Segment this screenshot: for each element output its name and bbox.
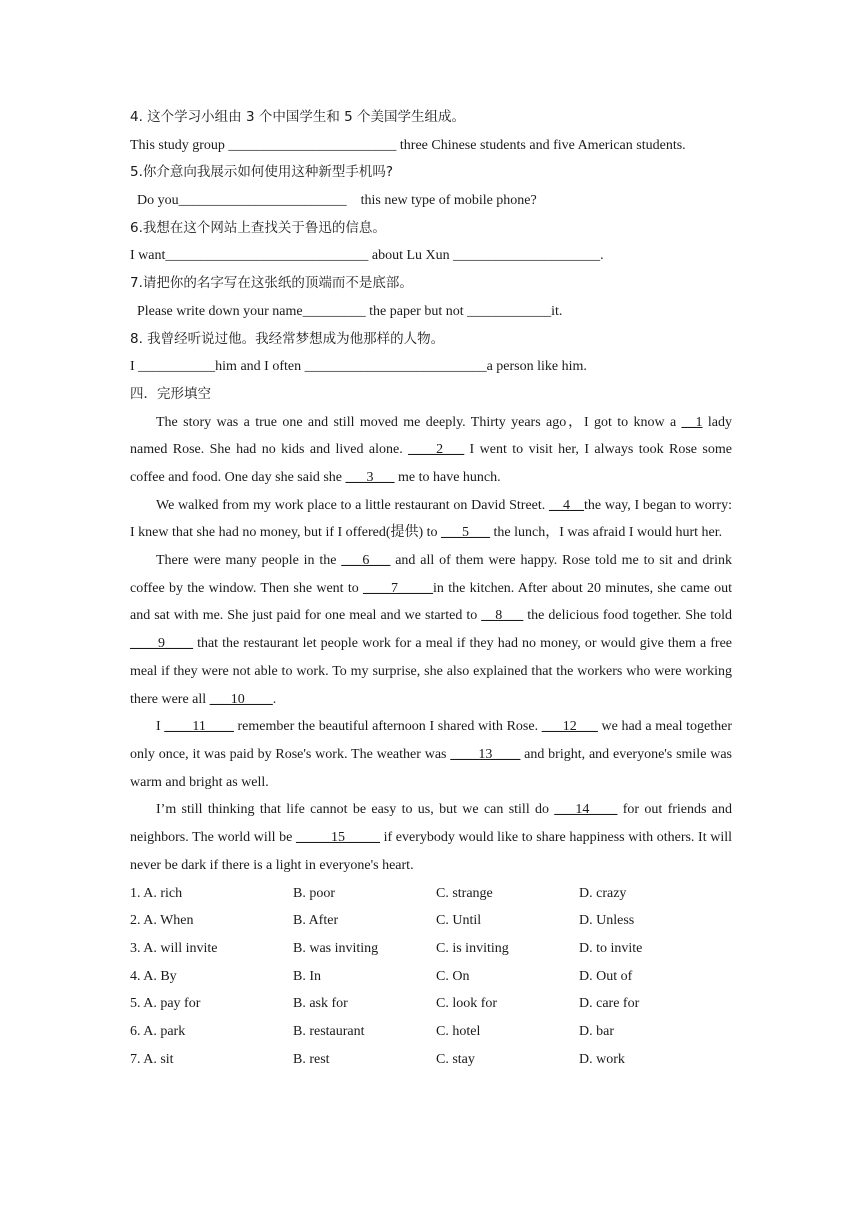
blank-8: __8___ (481, 608, 524, 624)
question-4-chinese: 4. 这个学习小组由 3 个中国学生和 5 个美国学生组成。 (130, 109, 466, 125)
option-d: D. Unless (579, 913, 635, 929)
option-c: C. stay (436, 1051, 475, 1067)
option-row-4 (130, 963, 732, 991)
option-c: C. is inviting (436, 940, 509, 956)
option-b: B. ask for (293, 996, 348, 1012)
passage-text: lady named Rose. She had no kids and lived alone. (130, 414, 732, 458)
option-b: B. was inviting (293, 940, 379, 956)
option-row-7 (130, 1046, 732, 1074)
passage-text: for out friends and neighbors. The world will be (130, 802, 732, 846)
option-b: B. In (293, 968, 321, 984)
worksheet-page (130, 104, 732, 1073)
option-c: C. On (436, 968, 470, 984)
option-a: 3. A. will invite (130, 940, 218, 956)
blank-14: ___14____ (554, 802, 618, 818)
option-b: B. rest (293, 1051, 330, 1067)
blank-12: ___12___ (541, 719, 598, 735)
option-a: 1. A. rich (130, 885, 183, 901)
passage-text: There were many people in the (156, 553, 342, 569)
passage-text: and all of them were happy. Rose told me to sit and drink coffee by the window. Then she went to (130, 553, 732, 596)
blank-13: ____13____ (450, 747, 521, 762)
option-b: B. poor (293, 885, 335, 901)
question-5-english: Do you________________________ this new type of mobile phone? (130, 193, 537, 209)
option-b: B. restaurant (293, 1023, 365, 1039)
passage-text: the lunch，I was afraid I would hurt her. (490, 525, 723, 541)
passage-paragraph-4 (130, 713, 732, 796)
passage-text: in the kitchen. After about 20 minutes, she came out and sat with me. She just paid for one meal and we started to (130, 580, 733, 624)
blank-9: ____9____ (130, 636, 193, 652)
option-c: C. look for (436, 996, 498, 1012)
option-d: D. bar (579, 1023, 614, 1039)
option-row-3 (130, 935, 732, 963)
passage-text: if everybody would like to share happiness with others. It will never be dark if there is a light in everyone's heart. (130, 830, 732, 873)
option-row-2 (130, 907, 732, 935)
option-a: 6. A. park (130, 1023, 186, 1039)
passage-text: me to have hunch. (394, 469, 501, 485)
passage-paragraph-3 (130, 547, 732, 713)
question-8-chinese: 8. 我曾经听说过他。我经常梦想成为他那样的人物。 (130, 330, 445, 347)
blank-3: ___3___ (345, 469, 395, 485)
passage-text: . (272, 691, 277, 707)
option-c: C. Until (436, 913, 482, 929)
option-d: D. crazy (579, 885, 627, 901)
passage-paragraph-1 (130, 409, 732, 492)
passage-text: I went to visit her, I always took Rose some coffee and food. One day she said she (130, 442, 732, 485)
blank-7: ____7_____ (363, 580, 434, 596)
option-c: C. hotel (436, 1023, 481, 1039)
option-d: D. work (579, 1051, 625, 1067)
blank-11: ____11____ (164, 719, 234, 735)
section-title: 四．完形填空 (130, 385, 211, 402)
passage-text: The story was a true one and still moved me deeply. Thirty years ago，I got to know a (156, 414, 682, 430)
option-a: 2. A. When (130, 913, 194, 929)
option-row-5 (130, 990, 732, 1018)
passage-text: remember the beautiful afternoon I shared with Rose. (233, 719, 542, 735)
passage-text: we had a meal together only once, it was paid by Rose's work. The weather was (130, 719, 733, 762)
passage-text: I’m still thinking that life cannot be easy to us, but we can still do (156, 802, 555, 818)
blank-10: ___10____ (209, 691, 273, 707)
answer-options (130, 880, 732, 1074)
question-4-english: This study group ________________________ three Chinese students and five American students. (130, 137, 686, 153)
passage-text: and bright, and everyone's smile was warm and bright as well. (130, 747, 732, 790)
passage-text: that the restaurant let people work for a meal if they had no money, or would give them a free meal if they were not able to work. To my surprise, she also explained that the workers who were working there were all (130, 636, 732, 707)
option-a: 4. A. By (130, 968, 177, 984)
blank-6: ___6___ (341, 553, 391, 569)
passage-paragraph-5 (130, 796, 732, 879)
option-d: D. to invite (579, 940, 643, 956)
question-8-english: I ___________him and I often __________________________a person like him. (130, 359, 587, 375)
option-d: D. care for (579, 996, 640, 1012)
option-row-1 (130, 880, 732, 908)
question-5-chinese: 5.你介意向我展示如何使用这种新型手机吗? (130, 164, 394, 181)
option-b: B. After (293, 913, 339, 929)
passage-text: the delicious food together. She told (523, 608, 732, 624)
question-6-english: I want_____________________________ about Lu Xun _____________________. (130, 248, 604, 264)
passage-text: We walked from my work place to a little restaurant on David Street. (156, 497, 549, 513)
question-7-english: Please write down your name_________ the paper but not ____________it. (130, 303, 563, 319)
blank-2: ____2___ (408, 442, 465, 458)
passage-text: the way, I began to worry: I knew that she had no money, but if I offered(提供) to (130, 497, 732, 541)
passage-text: I (156, 719, 165, 735)
option-a: 7. A. sit (130, 1051, 174, 1067)
option-a: 5. A. pay for (130, 996, 201, 1012)
blank-5: ___5___ (441, 525, 491, 541)
question-6-chinese: 6.我想在这个网站上查找关于鲁迅的信息。 (130, 219, 386, 236)
blank-4: __4__ (549, 497, 584, 513)
option-row-6 (130, 1018, 732, 1046)
passage-paragraph-2 (130, 492, 732, 547)
blank-15: _____15_____ (295, 830, 380, 846)
option-d: D. Out of (579, 968, 633, 984)
option-c: C. strange (436, 885, 493, 901)
question-7-chinese: 7.请把你的名字写在这张纸的顶端而不是底部。 (130, 275, 413, 292)
blank-1: __1 (681, 414, 703, 430)
